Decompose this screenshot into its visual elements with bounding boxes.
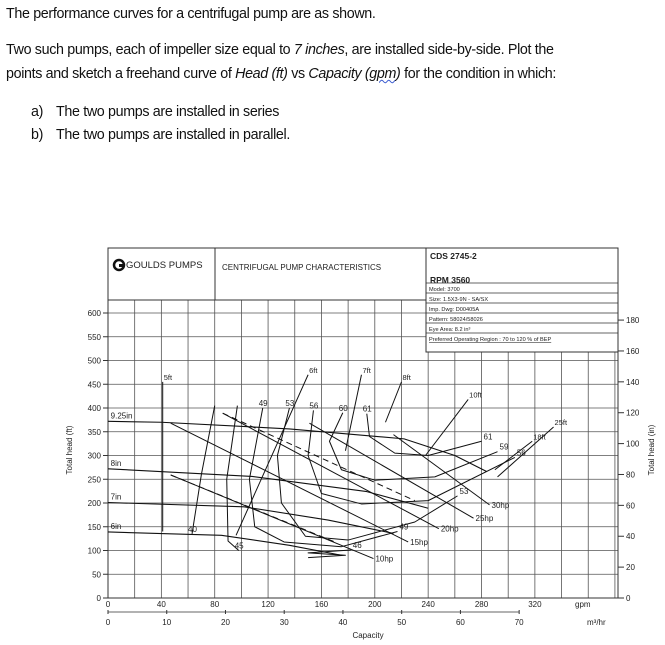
x2-tick-label: 0 [105,618,111,627]
efficiency-label: 49 [258,399,268,408]
x-tick-label: 80 [210,600,220,609]
efficiency-label: 40 [188,524,197,534]
impeller-label: 9.25in [110,411,133,421]
list-item: The two pumps are installed in parallel. [56,127,290,143]
y-tick-label: 50 [92,570,101,580]
efficiency-label: 61 [362,404,372,414]
y2-tick-label: 100 [626,439,640,449]
x-tick-label: 160 [314,600,329,609]
x2-tick-label: 40 [338,618,348,627]
y2-tick-label: 180 [626,316,640,326]
power-label: 20hp [440,524,459,534]
power-line [223,413,439,528]
efficiency-label: 56 [309,401,319,411]
y-axis-label: Total head (ft) [65,425,74,475]
y-tick-label: 450 [87,380,101,390]
y-tick-label: 550 [87,332,101,342]
efficiency-curve [277,408,457,540]
spellcheck-word: gpm [369,66,397,82]
rpm: RPM 3560 [430,275,471,285]
impeller-label: 8in [110,458,122,468]
spec-row: Eye Area: 8.2 in³ [429,327,471,333]
y-tick-label: 250 [87,475,101,485]
y-tick-label: 600 [87,309,101,318]
efficiency-end-label: 53 [459,486,469,496]
y2-axis-label: Total head (in) [647,424,656,476]
curve-number: CDS 2745-2 [430,251,477,261]
x2-tick-label: 60 [455,618,465,627]
efficiency-curve [367,414,482,456]
y-tick-label: 400 [87,404,101,413]
x-tick-label: 280 [474,600,489,609]
brand-name: GOULDS PUMPS [126,260,203,271]
chart-marks [108,366,568,564]
efficiency-label: 53 [285,399,295,408]
y2-tick-label: 20 [626,563,635,573]
impeller-label: 7in [110,492,122,502]
emphasis: Head (ft) [235,66,288,82]
npsh-label: 8ft [402,372,411,382]
emphasis: ) [396,66,401,82]
text: for the condition in which: [400,66,556,82]
list-item-marker: b) [31,127,44,143]
efficiency-end-label: 46 [352,541,362,551]
text: points and sketch a freehand curve of [6,66,236,82]
spec-row: Model: 3700 [429,287,460,293]
chart-title: CENTRIFUGAL PUMP CHARACTERISTICS [222,263,382,272]
y-tick-label: 0 [96,594,101,603]
x2-tick-label: 30 [279,618,289,627]
x2-tick-label: 20 [221,618,230,627]
efficiency-end-label: 59 [499,442,509,452]
efficiency-label: 45 [234,541,244,551]
npsh-label: 25ft [554,418,568,427]
npsh-line [498,427,554,477]
npsh-line [385,382,401,422]
efficiency-end-label: 61 [483,432,493,442]
spec-row: Imp. Dwg: D00405A [429,307,480,313]
npsh-label: 10ft [469,390,482,400]
y-tick-label: 500 [87,356,101,366]
y-tick-label: 300 [87,451,101,461]
npsh-label: 6ft [309,365,318,375]
x-tick-label: 120 [261,600,275,609]
impeller-label: 6in [110,521,122,531]
efficiency-end-label: 56 [516,448,526,458]
x-axis-label: Capacity [352,631,384,640]
x2-tick-label: 70 [514,618,524,627]
y-tick-label: 100 [87,546,101,556]
x-tick-label: 240 [421,600,435,609]
npsh-label: 5ft [163,372,173,382]
npsh-label: 7ft [362,365,371,375]
y2-tick-label: 140 [626,377,640,387]
x-tick-label: 40 [156,600,166,609]
y-tick-label: 350 [87,427,101,437]
preferred-region-line [223,413,415,500]
y-tick-label: 150 [87,522,101,532]
header-box [108,248,426,300]
y2-tick-label: 0 [626,594,631,603]
emphasis: Capacity ( [308,66,370,82]
x-tick-label: 0 [105,600,111,609]
spec-row: Preferred Operating Region : 70 to 120 % of BEP [429,337,552,343]
y2-tick-label: 40 [626,532,635,542]
list-item-marker: a) [31,104,44,120]
y2-tick-label: 160 [626,346,640,356]
intro-text: The performance curves for a centrifugal pump are as shown. [6,6,376,22]
spec-row: Pattern: 58024/58026 [429,317,483,323]
text: vs [287,66,309,82]
y2-tick-label: 60 [626,501,635,511]
x2-unit: m³/hr [587,618,606,627]
efficiency-curve [308,550,351,558]
efficiency-curve [227,406,239,551]
y2-tick-label: 120 [626,408,640,418]
x-tick-label: 200 [368,600,382,609]
power-label: 15hp [410,537,428,547]
impeller-curve [108,421,487,471]
impeller-curve [108,503,393,534]
efficiency-label: 60 [338,403,348,413]
text: Two such pumps, each of impeller size equal to [6,42,294,58]
npsh-label: 18ft [533,432,546,442]
x2-tick-label: 10 [162,618,172,627]
x-unit: gpm [575,600,591,609]
list-item: The two pumps are installed in series [56,104,280,120]
x2-tick-label: 50 [397,618,407,627]
y2-tick-label: 80 [626,470,635,480]
power-label: 10hp [375,554,394,564]
x-tick-label: 320 [528,600,542,609]
power-label: 25hp [475,514,494,524]
emphasis: 7 inches [293,42,345,58]
power-label: 30hp [491,500,510,510]
efficiency-curve [329,413,497,480]
spec-row: Size: 1.5X3-9N - SA/SX [429,297,489,303]
efficiency-end-label: 49 [399,522,409,532]
y-tick-label: 200 [87,499,101,508]
text: , are installed side-by-side. Plot the [344,42,554,58]
